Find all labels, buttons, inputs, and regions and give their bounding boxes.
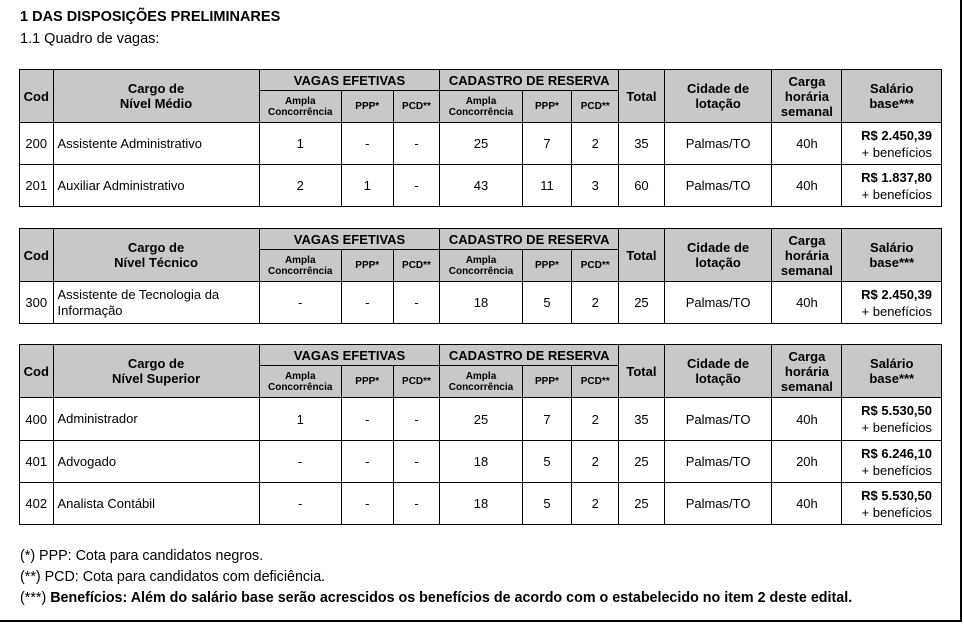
header-salario-line: base*** [869, 371, 915, 386]
cell-cr-ampla: 25 [440, 123, 522, 165]
cell-cr-pcd: 2 [572, 398, 619, 441]
cell-cargo: Administrador [53, 398, 259, 441]
header-cargo-prefix: Cargo de [127, 81, 185, 96]
cell-salario [842, 282, 942, 324]
header-carga-line: Carga [788, 348, 826, 364]
header-cadastro-reserva [440, 229, 619, 250]
cell-cr-ampla: 18 [440, 441, 522, 483]
subsection-heading: 1.1 Quadro de vagas: [20, 31, 160, 47]
cell-ve-ampla: 2 [259, 165, 341, 207]
header-carga-line: horária [784, 363, 829, 379]
cell-ve-pcd: - [393, 123, 440, 165]
header-pcd-label: PCD** [402, 376, 431, 387]
table-row [20, 282, 942, 324]
cell-cr-ampla: 18 [440, 483, 522, 525]
header-pcd-label: PCD** [402, 260, 431, 271]
salario-beneficio: + benefícios [861, 462, 932, 478]
header-ppp-label: PPP* [535, 376, 559, 387]
cell-salario [842, 441, 942, 483]
header-carga-line: Carga [788, 232, 826, 248]
header-cidade-label: Cidade de lotação [687, 356, 750, 386]
salario-beneficio: + benefícios [861, 144, 932, 160]
cell-ve-ampla: - [259, 483, 341, 525]
header-salario [842, 345, 942, 398]
header-cadastro-reserva-label: CADASTRO DE RESERVA [448, 72, 610, 88]
cell-cidade: Palmas/TO [664, 483, 772, 525]
header-vagas-efetivas-label: VAGAS EFETIVAS [293, 72, 406, 88]
header-ampla-line: Concorrência [448, 265, 514, 277]
cell-carga: 40h [772, 123, 842, 165]
cell-cr-pcd: 2 [572, 123, 619, 165]
vacancy-table [19, 69, 942, 207]
cell-cod: 200 [20, 123, 54, 165]
header-cargo-level: Nível Superior [111, 371, 201, 386]
header-pcd-label: PCD** [580, 260, 610, 271]
cell-ve-ppp: 1 [341, 165, 393, 207]
header-cidade [664, 345, 772, 398]
header-carga-line: semanal [780, 262, 833, 278]
ve-header-pcd [393, 91, 440, 123]
cell-salario [842, 165, 942, 207]
header-vagas-efetivas [259, 229, 440, 250]
cell-total: 25 [619, 483, 665, 525]
header-cargo [53, 70, 259, 123]
header-vagas-efetivas-label: VAGAS EFETIVAS [293, 347, 406, 363]
salario-amount: R$ 2.450,39 [861, 286, 932, 302]
footnote-ppp: (*) PPP: Cota para candidatos negros. [20, 548, 264, 564]
header-cod [20, 229, 54, 282]
table-row [20, 123, 942, 165]
header-cargo [53, 345, 259, 398]
header-pcd-label: PCD** [402, 101, 431, 112]
cr-header-ampla [440, 366, 522, 398]
header-salario-line: Salário [870, 356, 914, 371]
header-ampla-line: Ampla [284, 370, 316, 382]
header-cargo-prefix: Cargo de [127, 240, 185, 255]
footnote-beneficios [20, 588, 852, 609]
header-carga-line: Carga [788, 73, 826, 89]
header-ppp-label: PPP* [535, 260, 559, 271]
table-row [20, 165, 942, 207]
cell-cod: 402 [20, 483, 54, 525]
cell-cr-ppp: 7 [522, 398, 572, 441]
cell-cr-pcd: 3 [572, 165, 619, 207]
cell-ve-ampla: - [259, 282, 341, 324]
cell-cidade: Palmas/TO [664, 282, 772, 324]
header-total-label: Total [626, 247, 657, 263]
cell-ve-pcd: - [393, 282, 440, 324]
table-row [20, 398, 942, 441]
header-carga-line: horária [784, 247, 829, 263]
cell-salario [842, 123, 942, 165]
header-cidade [664, 229, 772, 282]
header-salario-line: Salário [870, 81, 914, 96]
cr-header-pcd [572, 250, 619, 282]
cell-cr-pcd: 2 [572, 483, 619, 525]
cell-cargo: Assistente de Tecnologia da Informação [53, 282, 259, 324]
cr-header-ppp [522, 250, 572, 282]
salario-beneficio: + benefícios [861, 186, 932, 202]
header-cargo-prefix: Cargo de [127, 356, 185, 371]
cell-cr-ppp: 5 [522, 483, 572, 525]
header-ampla-line: Concorrência [267, 381, 333, 393]
ve-header-ppp [341, 250, 393, 282]
header-carga-line: semanal [780, 378, 833, 394]
cell-cargo: Advogado [53, 441, 259, 483]
cell-cidade: Palmas/TO [664, 398, 772, 441]
header-carga-line: horária [784, 88, 829, 104]
header-cargo-level: Nível Médio [119, 96, 193, 111]
cell-ve-ppp: - [341, 398, 393, 441]
header-carga [772, 70, 842, 123]
salario-amount: R$ 5.530,50 [861, 403, 932, 418]
header-salario-line: Salário [870, 240, 914, 255]
cell-ve-ppp: - [341, 483, 393, 525]
header-ampla-line: Concorrência [267, 106, 333, 118]
section-heading: 1 DAS DISPOSIÇÕES PRELIMINARES [20, 9, 281, 25]
header-salario-line: base*** [869, 255, 915, 270]
cr-header-ampla [440, 250, 522, 282]
cell-cidade: Palmas/TO [664, 123, 772, 165]
header-ampla-line: Ampla [284, 254, 316, 266]
header-vagas-efetivas-label: VAGAS EFETIVAS [293, 231, 406, 247]
vacancy-table [19, 228, 942, 324]
header-total [619, 229, 665, 282]
cell-ve-ppp: - [341, 282, 393, 324]
cell-carga: 40h [772, 398, 842, 441]
cell-cargo: Analista Contábil [53, 483, 259, 525]
footnote-beneficios-marker: (***) [20, 590, 47, 606]
cell-cargo: Assistente Administrativo [53, 123, 259, 165]
header-cargo-level: Nível Técnico [114, 255, 198, 270]
header-ampla-line: Ampla [465, 254, 497, 266]
cell-ve-pcd: - [393, 441, 440, 483]
header-ampla-line: Ampla [465, 370, 497, 382]
cell-cr-ampla: 18 [440, 282, 522, 324]
header-carga [772, 345, 842, 398]
salario-beneficio: + benefícios [861, 303, 932, 319]
salario-amount: R$ 2.450,39 [861, 127, 932, 143]
header-vagas-efetivas [259, 345, 440, 366]
salario-amount: R$ 1.837,80 [861, 169, 932, 185]
ve-header-ampla [259, 91, 341, 123]
table-row [20, 441, 942, 483]
header-cod-label: Cod [23, 88, 49, 104]
ve-header-ppp [341, 91, 393, 123]
cell-ve-ampla: 1 [259, 398, 341, 441]
header-carga [772, 229, 842, 282]
ve-header-pcd [393, 366, 440, 398]
cell-cr-ampla: 43 [440, 165, 522, 207]
header-ampla-line: Ampla [465, 95, 497, 107]
header-ppp-label: PPP* [535, 101, 559, 112]
cell-cr-ppp: 11 [522, 165, 572, 207]
footnote-pcd: (**) PCD: Cota para candidatos com deficiência. [20, 569, 326, 585]
cell-ve-pcd: - [393, 483, 440, 525]
cell-carga: 40h [772, 165, 842, 207]
cell-cr-ppp: 5 [522, 282, 572, 324]
cell-total: 60 [619, 165, 665, 207]
cell-cod: 300 [20, 282, 54, 324]
cell-ve-ampla: - [259, 441, 341, 483]
cell-cr-ppp: 7 [522, 123, 572, 165]
header-carga-line: semanal [780, 103, 833, 119]
cell-cr-ppp: 5 [522, 441, 572, 483]
cell-ve-pcd: - [393, 165, 440, 207]
header-cidade-label: Cidade de lotação [687, 240, 750, 270]
cell-cargo: Auxiliar Administrativo [53, 165, 259, 207]
cell-carga: 20h [772, 441, 842, 483]
header-cidade-label: Cidade de lotação [687, 81, 750, 111]
cell-cod: 401 [20, 441, 54, 483]
header-cod [20, 345, 54, 398]
header-cadastro-reserva [440, 345, 619, 366]
header-total [619, 345, 665, 398]
ve-header-ampla [259, 366, 341, 398]
salario-beneficio: + benefícios [861, 504, 932, 520]
header-ppp-label: PPP* [355, 376, 380, 387]
header-cadastro-reserva [440, 70, 619, 91]
header-pcd-label: PCD** [580, 101, 610, 112]
cell-salario [842, 398, 942, 441]
cell-cr-ampla: 25 [440, 398, 522, 441]
cell-ve-ampla: 1 [259, 123, 341, 165]
cell-cod: 400 [20, 398, 54, 441]
header-ampla-line: Ampla [284, 95, 316, 107]
header-ampla-line: Concorrência [448, 381, 514, 393]
cell-total: 25 [619, 441, 665, 483]
cell-salario [842, 483, 942, 525]
vacancy-table [19, 344, 942, 525]
header-cargo [53, 229, 259, 282]
cell-total: 25 [619, 282, 665, 324]
cell-carga: 40h [772, 483, 842, 525]
ve-header-ampla [259, 250, 341, 282]
cell-cr-pcd: 2 [572, 441, 619, 483]
cell-ve-ppp: - [341, 123, 393, 165]
header-total-label: Total [626, 88, 657, 104]
header-pcd-label: PCD** [580, 376, 610, 387]
table-row [20, 483, 942, 525]
header-cadastro-reserva-label: CADASTRO DE RESERVA [448, 347, 610, 363]
header-total [619, 70, 665, 123]
cr-header-ppp [522, 366, 572, 398]
header-ppp-label: PPP* [355, 260, 380, 271]
header-salario-line: base*** [869, 96, 915, 111]
cell-cr-pcd: 2 [572, 282, 619, 324]
ve-header-ppp [341, 366, 393, 398]
salario-amount: R$ 6.246,10 [861, 445, 932, 461]
header-salario [842, 70, 942, 123]
header-total-label: Total [626, 363, 657, 379]
cell-total: 35 [619, 398, 665, 441]
cell-ve-ppp: - [341, 441, 393, 483]
cell-cod: 201 [20, 165, 54, 207]
footnotes [20, 546, 852, 609]
header-cadastro-reserva-label: CADASTRO DE RESERVA [448, 231, 610, 247]
header-ampla-line: Concorrência [267, 265, 333, 277]
cell-cidade: Palmas/TO [664, 165, 772, 207]
header-ampla-line: Concorrência [448, 106, 514, 118]
header-cod-label: Cod [23, 247, 49, 263]
cell-ve-pcd: - [393, 398, 440, 441]
cell-total: 35 [619, 123, 665, 165]
header-cod [20, 70, 54, 123]
cr-header-ampla [440, 91, 522, 123]
ve-header-pcd [393, 250, 440, 282]
salario-beneficio: + benefícios [861, 420, 932, 435]
cell-carga: 40h [772, 282, 842, 324]
header-cidade [664, 70, 772, 123]
footnote-beneficios-text: Benefícios: Além do salário base serão acrescidos os benefícios de acordo com o estabelecido no item 2 deste edital. [50, 590, 853, 606]
header-salario [842, 229, 942, 282]
cell-cidade: Palmas/TO [664, 441, 772, 483]
header-cod-label: Cod [23, 363, 49, 379]
salario-amount: R$ 5.530,50 [861, 487, 932, 503]
header-ppp-label: PPP* [355, 101, 380, 112]
header-vagas-efetivas [259, 70, 440, 91]
cr-header-ppp [522, 91, 572, 123]
cr-header-pcd [572, 366, 619, 398]
cr-header-pcd [572, 91, 619, 123]
